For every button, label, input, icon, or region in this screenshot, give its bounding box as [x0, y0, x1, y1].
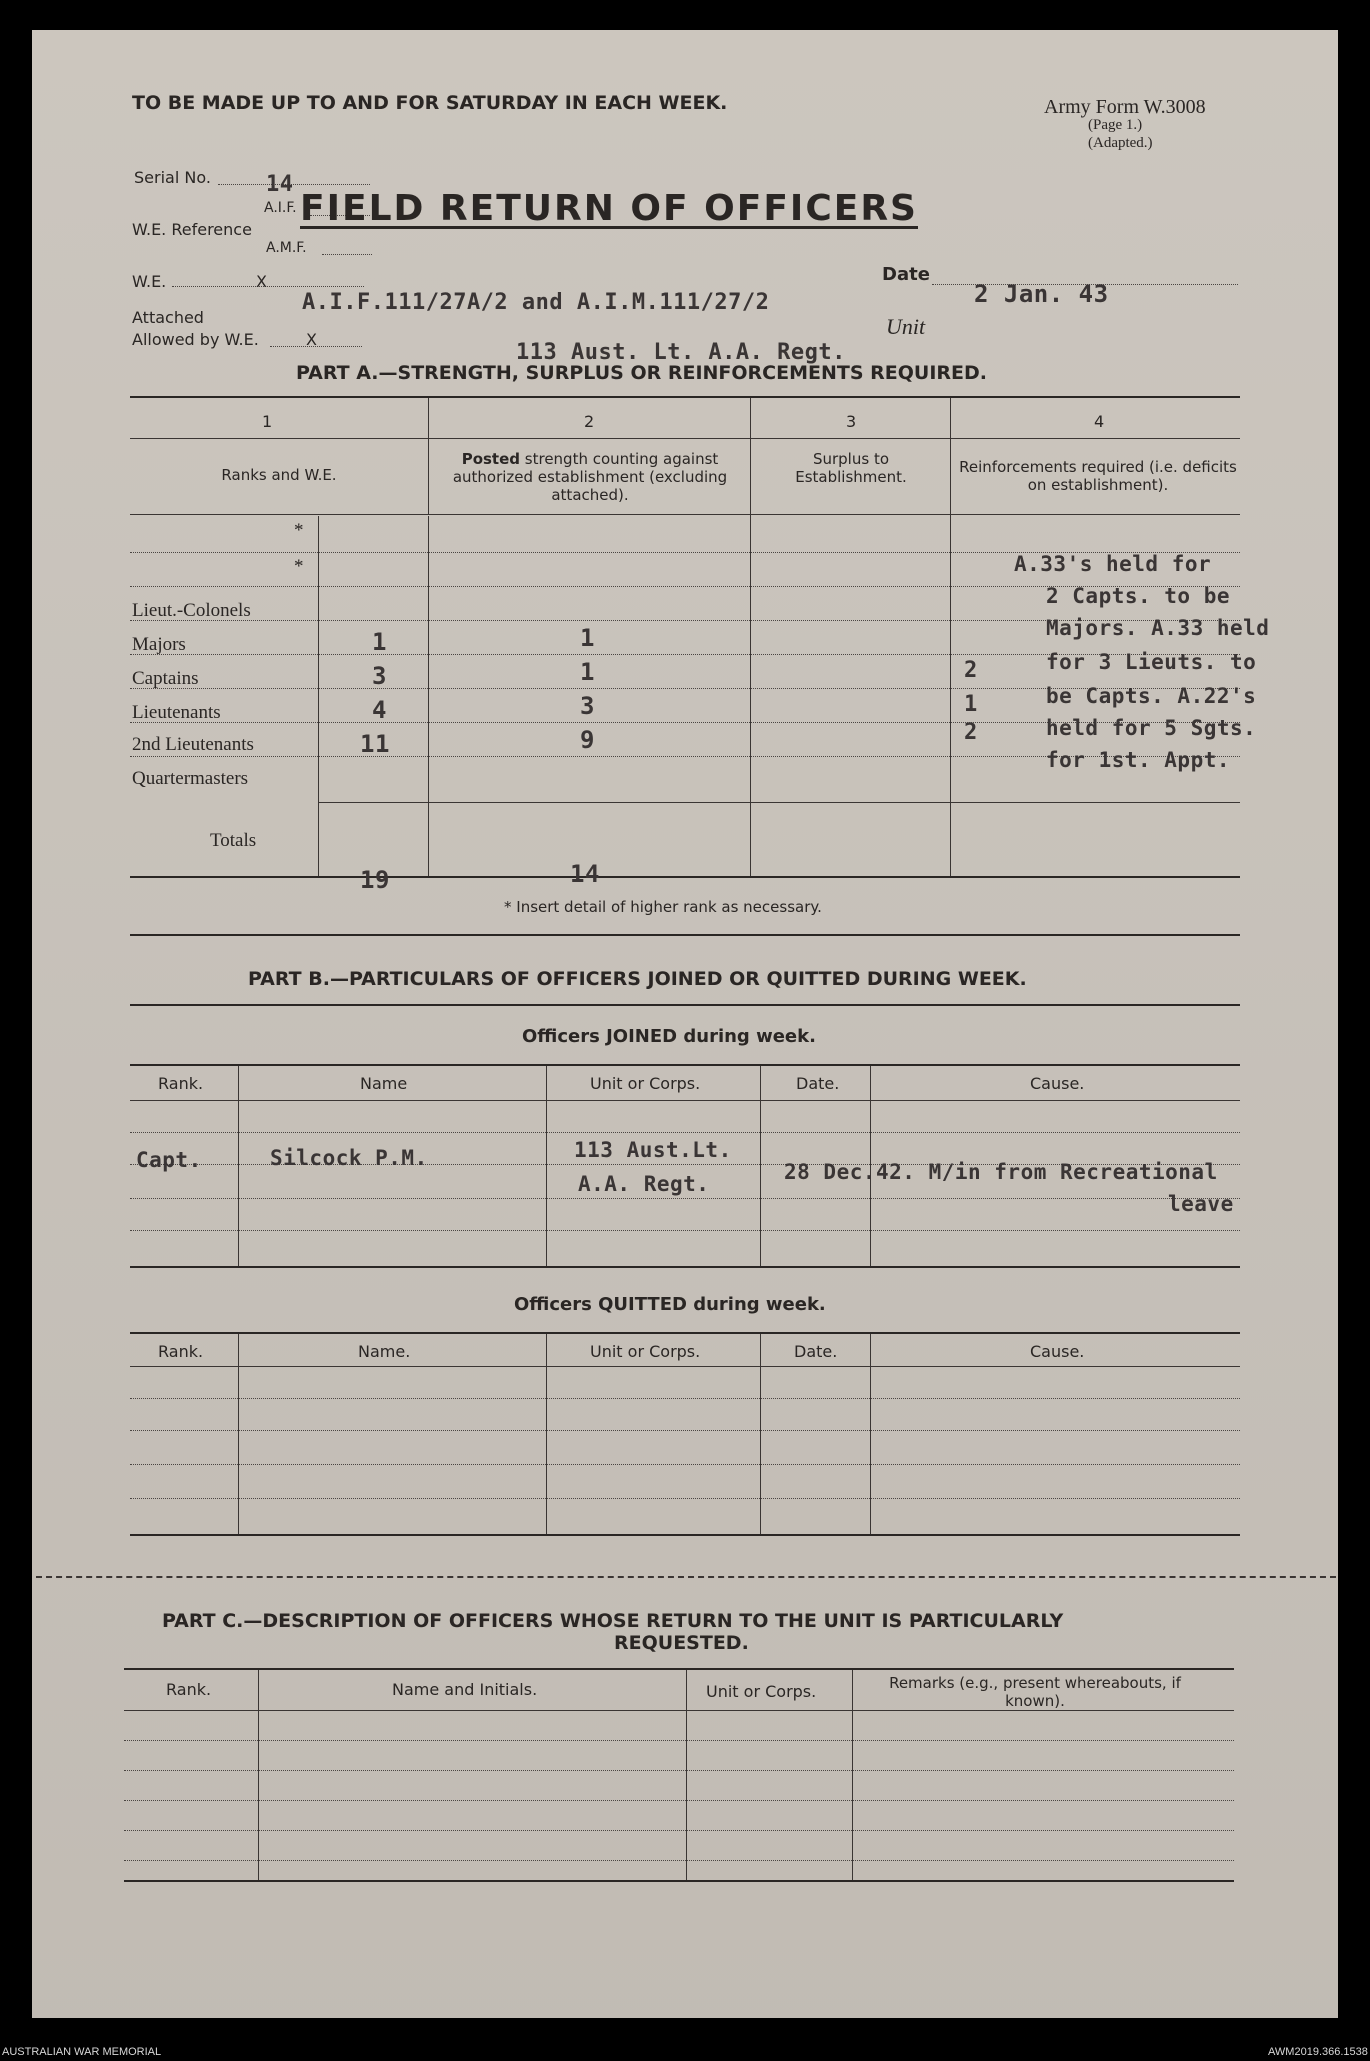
joined-title: Officers JOINED during week. [522, 1026, 816, 1047]
rank-label: Captains [132, 668, 199, 689]
attached-label: Attached [132, 308, 204, 327]
we-value: 1 [372, 628, 387, 656]
tear-line [36, 1576, 1336, 1578]
row-line [124, 1770, 1234, 1771]
joined-divider [546, 1066, 547, 1268]
quitted-col-header: Rank. [158, 1342, 204, 1361]
part-a-rule [130, 438, 1240, 439]
part-c-col-header: Unit or Corps. [706, 1682, 817, 1701]
joined-divider [238, 1066, 239, 1268]
row-line [130, 1132, 1240, 1133]
col-number: 2 [584, 412, 595, 431]
reference-value: A.I.F.111/27A/2 and A.I.M.111/27/2 [302, 290, 770, 315]
reinf-value: 2 [964, 658, 978, 683]
row-line [130, 1198, 1240, 1199]
quitted-divider [238, 1334, 239, 1536]
quitted-divider [870, 1334, 871, 1536]
remark-line: for 1st. Appt. [1046, 748, 1231, 772]
row-line [130, 1464, 1240, 1465]
quitted-col-header: Date. [794, 1342, 838, 1361]
part-c-rule [124, 1668, 1234, 1670]
joined-rank: Capt. [136, 1148, 202, 1172]
form-adapted: (Adapted.) [1088, 135, 1153, 151]
col-number: 4 [1094, 412, 1105, 431]
totals-label: Totals [210, 830, 257, 851]
col2-header [440, 450, 740, 504]
part-a-divider [428, 398, 429, 514]
rank-label: 2nd Lieutenants [132, 734, 254, 755]
row-line [124, 1800, 1234, 1801]
part-b-rule [130, 1004, 1240, 1006]
joined-col-header: Unit or Corps. [590, 1074, 701, 1093]
part-c-divider [686, 1670, 687, 1882]
quitted-title: Officers QUITTED during week. [514, 1294, 826, 1315]
part-a-rule [318, 802, 1240, 803]
part-c-col-header: Remarks (e.g., present whereabouts, if known). [889, 1674, 1181, 1710]
part-b-rule [130, 1064, 1240, 1066]
part-a-divider [428, 516, 429, 876]
joined-col-header: Rank. [158, 1074, 204, 1093]
rank-label: Majors [132, 634, 186, 655]
aif-label: A.I.F. [264, 200, 297, 216]
joined-name: Silcock P.M. [270, 1146, 428, 1170]
footer-left: AUSTRALIAN WAR MEMORIAL [2, 2046, 162, 2058]
quitted-divider [546, 1334, 547, 1536]
we-line [172, 286, 364, 287]
part-c-title: PART C.—DESCRIPTION OF OFFICERS WHOSE RETURN TO THE UNIT IS PARTICULARLY [162, 1610, 1064, 1632]
serial-label: Serial No. [134, 168, 211, 187]
part-a-rule [130, 514, 1240, 515]
footer-right: AWM2019.366.1538 [1268, 2046, 1368, 2058]
part-a-divider [750, 398, 751, 876]
part-c-divider [852, 1670, 853, 1882]
part-a-divider [950, 398, 951, 876]
part-b-rule [130, 1332, 1240, 1334]
remark-line: held for 5 Sgts. [1046, 716, 1257, 740]
remark-line: be Capts. A.22's [1046, 684, 1257, 708]
posted-value: 9 [580, 726, 595, 754]
quitted-col-header: Name. [358, 1342, 411, 1361]
part-b-rule [130, 1100, 1240, 1101]
we-value: 3 [372, 662, 387, 690]
joined-col-header: Cause. [1030, 1074, 1085, 1093]
we-value: 11 [360, 730, 390, 758]
unit-value: 113 Aust. Lt. A.A. Regt. [516, 340, 846, 365]
part-c-rule [124, 1710, 1234, 1711]
quitted-col-header: Unit or Corps. [590, 1342, 701, 1361]
quitted-col-header: Cause. [1030, 1342, 1085, 1361]
row-line [130, 1230, 1240, 1231]
joined-unit: 113 Aust.Lt. [574, 1138, 732, 1162]
row-line [130, 1398, 1240, 1399]
row-line [130, 1430, 1240, 1431]
col1-header: Ranks and W.E. [221, 466, 337, 484]
rank-star: * [294, 520, 304, 541]
col2-header-bold: Posted [461, 450, 521, 468]
top-instruction: TO BE MADE UP TO AND FOR SATURDAY IN EACH WEEK. [132, 92, 728, 114]
remark-line: A.33's held for [1014, 552, 1212, 576]
form-page: (Page 1.) [1088, 117, 1143, 133]
joined-cause: leave [1168, 1192, 1234, 1216]
posted-value: 1 [580, 658, 595, 686]
remark-line: Majors. A.33 held [1046, 616, 1270, 640]
unit-label: Unit [886, 314, 926, 339]
quitted-divider [760, 1334, 761, 1536]
part-a-rule [130, 876, 1240, 878]
we-value: 4 [372, 696, 387, 724]
col-number: 3 [846, 412, 857, 431]
we-label: W.E. [132, 272, 167, 291]
row-line [124, 1740, 1234, 1741]
row-line [130, 1498, 1240, 1499]
part-c-title-2: REQUESTED. [614, 1632, 749, 1654]
remark-line: for 3 Lieuts. to [1046, 650, 1257, 674]
posted-value: 1 [580, 624, 595, 652]
joined-divider [760, 1066, 761, 1268]
date-value: 2 Jan. 43 [974, 280, 1109, 308]
joined-col-header: Name [360, 1074, 408, 1093]
total-we: 19 [360, 866, 390, 894]
page-title: FIELD RETURN OF OFFICERS [300, 188, 918, 229]
allowed-x: X [306, 330, 317, 349]
part-c-divider [258, 1670, 259, 1882]
allowed-label: Allowed by W.E. [132, 330, 259, 349]
remark-line: 2 Capts. to be [1046, 584, 1231, 608]
serial-line [218, 184, 370, 185]
reinf-value: 1 [964, 692, 978, 717]
total-posted: 14 [570, 860, 600, 888]
reinf-value: 2 [964, 720, 978, 745]
amf-line [322, 254, 372, 255]
part-c-col-header: Rank. [166, 1680, 212, 1699]
rank-label: Quartermasters [132, 768, 249, 789]
part-a-title: PART A.—STRENGTH, SURPLUS OR REINFORCEMENTS REQUIRED. [296, 362, 988, 384]
joined-col-header: Date. [796, 1074, 840, 1093]
part-b-rule [130, 1534, 1240, 1536]
serial-value: 14 [266, 172, 294, 197]
row-line [124, 1830, 1234, 1831]
rank-label: Lieut.-Colonels [132, 600, 251, 621]
part-b-title: PART B.—PARTICULARS OF OFFICERS JOINED OR QUITTED DURING WEEK. [248, 968, 1027, 990]
col4-header: Reinforcements required (i.e. deficits on establishment). [959, 458, 1237, 494]
footnote: * Insert detail of higher rank as necessary. [504, 898, 822, 916]
joined-unit: A.A. Regt. [578, 1172, 710, 1196]
col2-header-rest: strength counting against authorized establishment (excluding attached). [452, 450, 728, 504]
joined-date-cause: 28 Dec.42. M/in from Recreational [784, 1160, 1218, 1184]
part-c-col-header: Name and Initials. [392, 1680, 538, 1699]
date-label: Date [882, 264, 930, 285]
we-reference-label: W.E. Reference [132, 220, 252, 239]
row-line [124, 1860, 1234, 1861]
rank-label: Lieutenants [132, 702, 221, 723]
col3-header: Surplus to Establishment. [795, 450, 907, 486]
part-a-divider [318, 516, 319, 876]
amf-label: A.M.F. [266, 240, 307, 256]
rank-star: * [294, 556, 304, 577]
posted-value: 3 [580, 692, 595, 720]
part-c-rule [124, 1880, 1234, 1882]
part-a-top-rule [130, 396, 1240, 398]
part-a-bottom-rule [130, 934, 1240, 936]
form-paper [32, 30, 1338, 2018]
part-b-rule [130, 1366, 1240, 1367]
part-b-rule [130, 1266, 1240, 1268]
col-number: 1 [262, 412, 273, 431]
we-x: X [256, 272, 267, 291]
form-id: Army Form W.3008 [1044, 96, 1206, 118]
